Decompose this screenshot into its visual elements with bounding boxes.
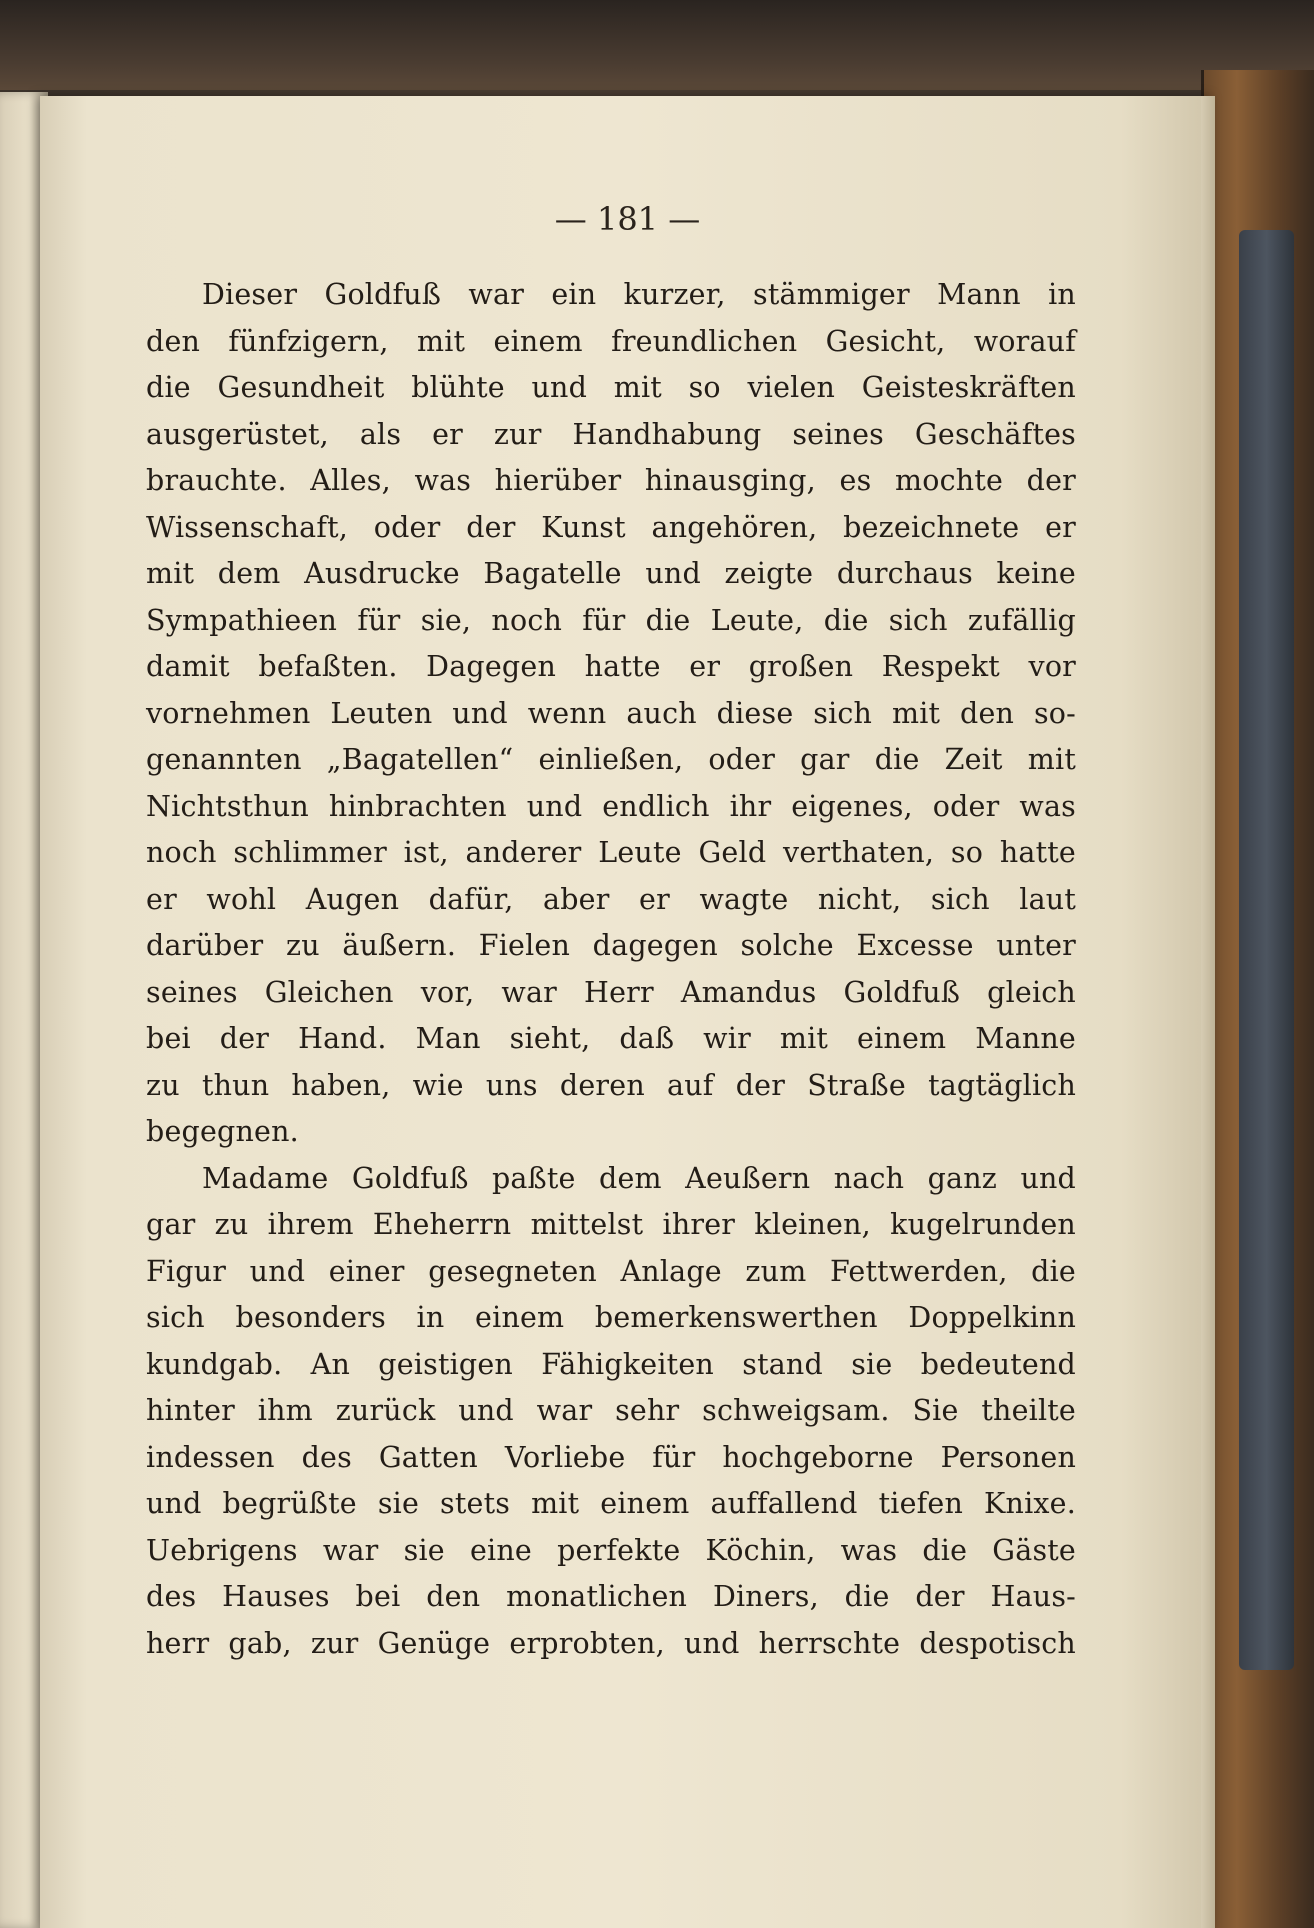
- paragraph: [146, 272, 1076, 1156]
- text-line: er wohl Augen dafür, aber er wagte nicht, sich laut: [146, 882, 1076, 916]
- text-line: begegnen.: [146, 1115, 299, 1148]
- paragraph: [146, 1156, 1076, 1668]
- page-number: — 181 —: [554, 200, 701, 238]
- text-line: genannten „Bagatellen“ einließen, oder gar die Zeit mit: [146, 743, 1076, 776]
- text-line: sich besonders in einem bemerkenswerthen Doppelkinn: [146, 1301, 1076, 1334]
- cover-top-edge: [0, 0, 1314, 90]
- text-line: indessen des Gatten Vorliebe für hochgeborne Personen: [146, 1440, 1076, 1474]
- text-line: vornehmen Leuten und wenn auch diese sich mit den so-: [146, 696, 1076, 730]
- text-line: kundgab. An geistigen Fähigkeiten stand sie bedeutend: [146, 1347, 1076, 1381]
- text-line: Sympathieen für sie, noch für die Leute, die sich zufällig: [146, 603, 1076, 637]
- book-page: [40, 96, 1215, 1928]
- text-line: mit dem Ausdrucke Bagatelle und zeigte durchaus keine: [146, 557, 1076, 590]
- text-line: Nichtsthun hinbrachten und endlich ihr eigenes, oder was: [146, 789, 1076, 823]
- text-line: noch schlimmer ist, anderer Leute Geld verthaten, so hatte: [146, 836, 1076, 869]
- text-line: damit befaßten. Dagegen hatte er großen Respekt vor: [146, 650, 1076, 683]
- text-line: bei der Hand. Man sieht, daß wir mit einem Manne: [146, 1022, 1076, 1055]
- page-text: [146, 272, 1076, 1667]
- text-line: und begrüßte sie stets mit einem auffallend tiefen Knixe.: [146, 1487, 1076, 1520]
- text-line: herr gab, zur Genüge erprobten, und herrschte despotisch: [146, 1626, 1076, 1660]
- text-line: Dieser Goldfuß war ein kurzer, stämmiger Mann in: [202, 278, 1076, 311]
- text-line: hinter ihm zurück und war sehr schweigsam. Sie theilte: [146, 1394, 1076, 1427]
- text-line: darüber zu äußern. Fielen dagegen solche Excesse unter: [146, 929, 1076, 962]
- text-line: seines Gleichen vor, war Herr Amandus Goldfuß gleich: [146, 975, 1076, 1009]
- text-line: ausgerüstet, als er zur Handhabung seines Geschäftes: [146, 417, 1076, 451]
- text-line: Wissenschaft, oder der Kunst angehören, bezeichnete er: [146, 510, 1076, 544]
- page-edge: [1201, 96, 1215, 1928]
- text-line: des Hauses bei den monatlichen Diners, die der Haus-: [146, 1580, 1076, 1613]
- text-line: gar zu ihrem Eheherrn mittelst ihrer kleinen, kugelrunden: [146, 1208, 1076, 1241]
- text-line: Figur und einer gesegneten Anlage zum Fettwerden, die: [146, 1254, 1076, 1288]
- text-line: die Gesundheit blühte und mit so vielen Geisteskräften: [146, 371, 1076, 404]
- text-line: brauchte. Alles, was hierüber hinausging, es mochte der: [146, 464, 1076, 497]
- text-line: den fünfzigern, mit einem freundlichen Gesicht, worauf: [146, 324, 1076, 358]
- text-line: Madame Goldfuß paßte dem Aeußern nach ganz und: [202, 1161, 1076, 1195]
- cover-cloth-strip: [1239, 230, 1294, 1670]
- text-line: zu thun haben, wie uns deren auf der Straße tagtäglich: [146, 1068, 1076, 1102]
- text-line: Uebrigens war sie eine perfekte Köchin, was die Gäste: [146, 1533, 1076, 1567]
